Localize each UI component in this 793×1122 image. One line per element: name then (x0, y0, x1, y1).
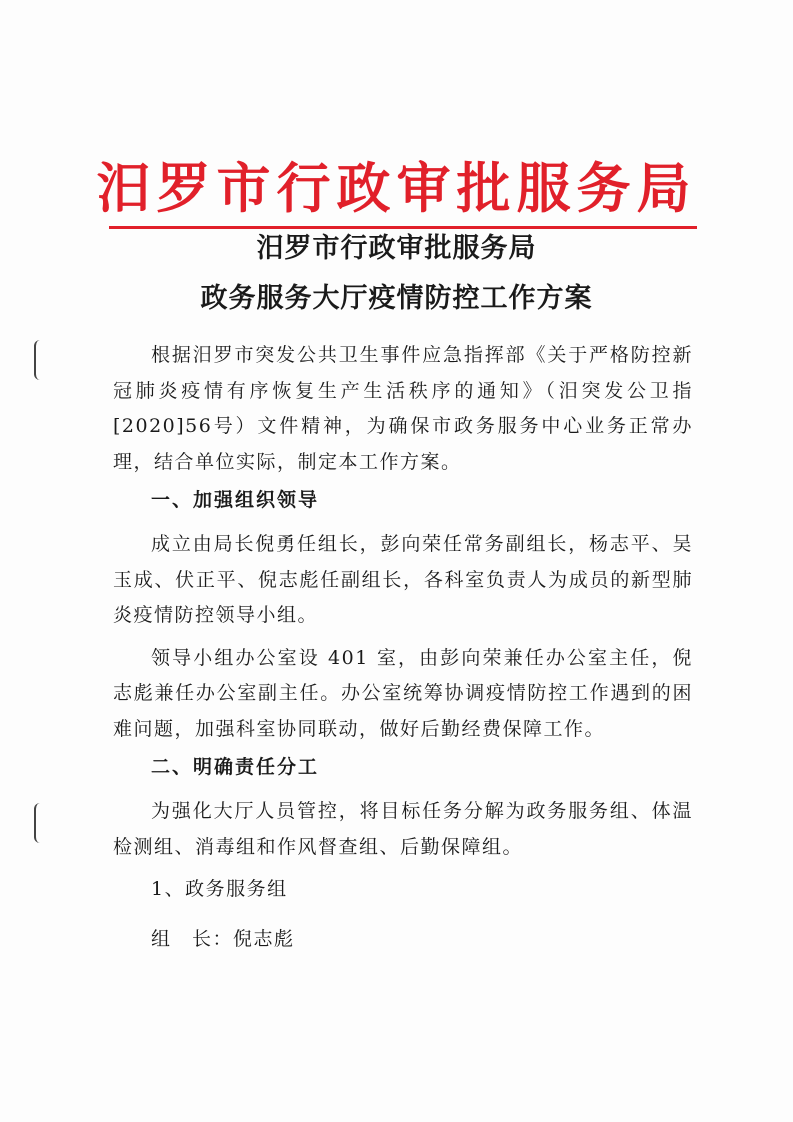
binding-mark (34, 803, 42, 843)
section-heading-1: 一、加强组织领导 (151, 489, 320, 511)
section1-paragraph: 领导小组办公室设 401 室，由彭向荣兼任办公室主任，倪志彪兼任办公室副主任。办公室统筹协调疫情防控工作遇到的困难问题，加强科室协同联动，做好后勤经费保障工作。 (113, 646, 693, 740)
section-heading-2: 二、明确责任分工 (151, 756, 320, 778)
intro-paragraph: 根据汨罗市突发公共卫生事件应急指挥部《关于严格防控新冠肺炎疫情有序恢复生产生活秩序的通知》（汨突发公卫指[2020]56号）文件精神，为确保市政务服务中心业务正常办理，结合单位实际，制定本工作方案。 (113, 344, 693, 473)
section2-paragraph: 为强化大厅人员管控，将目标任务分解为政务服务组、体温检测组、消毒组和作风督查组、后勤保障组。 (113, 800, 693, 858)
document-title-line1: 汨罗市行政审批服务局 (256, 233, 537, 264)
group-title: 1、政务服务组 (151, 878, 288, 900)
binding-mark (34, 340, 42, 380)
section1-paragraph: 成立由局长倪勇任组长，彭向荣任常务副组长，杨志平、吴玉成、伏正平、倪志彪任副组长，各科室负责人为成员的新型肺炎疫情防控领导小组。 (113, 533, 693, 626)
document-title-line2: 政务服务大厅疫情防控工作方案 (200, 283, 593, 314)
group-leader: 组 长：倪志彪 (151, 927, 295, 950)
letterhead-title: 汨罗市行政审批服务局 (96, 157, 697, 220)
document-body (113, 338, 693, 957)
